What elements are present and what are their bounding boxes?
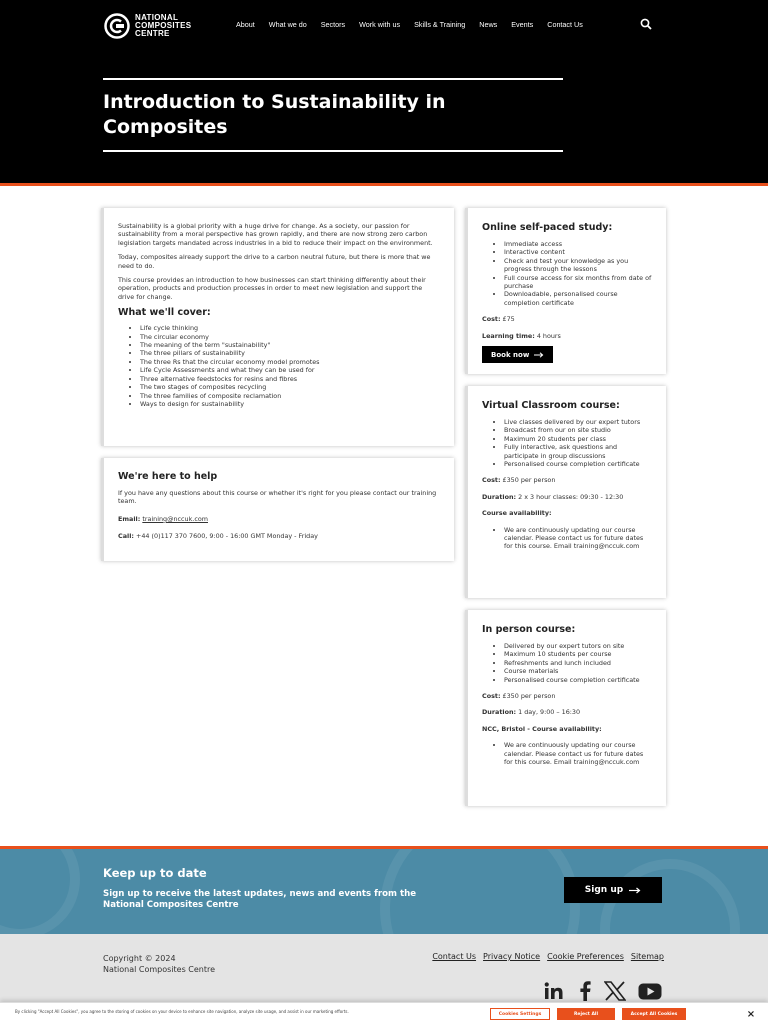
call-value: +44 (0)117 370 7600, 9:00 - 16:00 GMT Monday - Friday (136, 532, 318, 541)
cost-label: Cost: (482, 315, 501, 324)
list-item: • Delivered by our expert tutors on site (504, 642, 652, 650)
footer-links (432, 952, 664, 961)
cookie-consent-bar (0, 1002, 768, 1024)
cost-label: Cost: (482, 692, 501, 701)
social-links (544, 981, 662, 1001)
list-item: • Personalised course completion certificate (504, 460, 652, 468)
nav-work-with-us[interactable]: Work with us (359, 20, 401, 29)
list-item: • Live classes delivered by our expert tutors (504, 418, 652, 426)
intro-paragraph: Sustainability is a global priority with a huge drive for change. As a society, our passion for sustainability from a moral perspective has grown rapidly, and there are now strong zero carbon legislation targets mandated across industries in a bid to reduce their impact on the environment. (118, 222, 433, 247)
inperson-heading: In person course: (482, 624, 576, 635)
title-rule-bottom (103, 150, 563, 152)
duration-value: 2 x 3 hour classes: 09:30 - 12:30 (518, 492, 624, 501)
copyright (103, 953, 215, 975)
arrow-right-icon (534, 352, 544, 358)
linkedin-icon[interactable] (544, 982, 566, 1000)
search-icon[interactable] (640, 18, 652, 30)
list-item: • We are continuously updating our course calendar. Please contact us for future dates for this course. Email training@nccuk.com (504, 526, 652, 551)
list-item: • Fully interactive, ask questions and participate in group discussions (504, 443, 652, 460)
sign-up-label: Sign up (584, 885, 624, 895)
cover-heading: What we'll cover: (118, 307, 211, 319)
footer-link-cookies[interactable]: Cookie Preferences (547, 952, 624, 961)
reject-all-button[interactable]: Reject All (557, 1008, 615, 1020)
list-item: • Personalised course completion certificate (504, 676, 652, 684)
help-card (101, 458, 454, 561)
availability-list (482, 741, 652, 766)
list-item: • Interactive content (504, 248, 652, 256)
logo-line-3: CENTRE (135, 29, 170, 38)
intro-paragraph: Today, composites already support the drive to a carbon neutral future, but there is more that we need to do. (118, 253, 431, 270)
duration-value: 1 day, 9:00 – 16:30 (518, 708, 581, 717)
cost-value: £350 per person (502, 476, 556, 485)
cookie-text: By clicking "Accept All Cookies", you agree to the storing of cookies on your device to enhance site navigation, analyze site usage, and assist in our marketing efforts. (15, 1009, 349, 1014)
course-description-card (101, 208, 454, 446)
list-item: • The two stages of composites recycling (140, 383, 440, 391)
background-texture (0, 846, 80, 934)
list-item: • Course materials (504, 667, 652, 675)
org-name: National Composites Centre (103, 965, 216, 974)
learning-time-label: Learning time: (482, 331, 535, 340)
duration-label: Duration: (482, 492, 517, 501)
site-header (0, 0, 768, 186)
learning-time-value: 4 hours (536, 331, 561, 340)
nav-news[interactable]: News (479, 20, 498, 29)
list-item: • We are continuously updating our course calendar. Please contact us for future dates for this course. Email training@nccuk.com (504, 741, 652, 766)
main-nav (236, 20, 597, 29)
newsletter-band (0, 846, 768, 934)
close-icon[interactable]: × (746, 1008, 756, 1020)
availability-list (482, 526, 652, 551)
help-heading: We're here to help (118, 471, 218, 482)
signup-subtitle: Sign up to receive the latest updates, news and events from the National Composites Centre (103, 889, 417, 910)
nav-contact-us[interactable]: Contact Us (547, 20, 583, 29)
intro-paragraph: This course provides an introduction to how businesses can start thinking differently about their operation, products and production processes in order to meet new legislation and support the drive for change. (118, 276, 426, 301)
nav-about[interactable]: About (236, 20, 255, 29)
list-item: • Immediate access (504, 240, 652, 248)
youtube-icon[interactable] (638, 983, 662, 1000)
ncc-logo-icon (104, 13, 130, 39)
page-title: Introduction to Sustainability in Composites (103, 91, 446, 138)
online-course-card (465, 208, 666, 374)
nav-what-we-do[interactable]: What we do (268, 20, 307, 29)
list-item: • The meaning of the term "sustainability" (140, 341, 440, 349)
x-icon[interactable] (604, 981, 626, 1001)
logo-wordmark (135, 14, 191, 38)
virtual-course-card (465, 386, 666, 598)
accept-all-cookies-button[interactable]: Accept All Cookies (622, 1008, 686, 1020)
virtual-features-list (482, 418, 652, 468)
list-item: • Maximum 20 students per class (504, 435, 652, 443)
book-now-button[interactable] (482, 346, 553, 363)
duration-label: Duration: (482, 708, 517, 717)
ncc-logo[interactable] (104, 13, 191, 39)
nav-sectors[interactable]: Sectors (320, 20, 346, 29)
list-item: • Full course access for six months from date of purchase (504, 274, 652, 291)
logo-line-2: COMPOSITES (135, 21, 192, 30)
cost-value: £350 per person (502, 692, 556, 701)
list-item: • The three pillars of sustainability (140, 349, 440, 357)
help-text: If you have any questions about this course or whether it's right for you please contact our training team. (118, 489, 437, 506)
list-item: • The circular economy (140, 333, 440, 341)
availability-label: NCC, Bristol - Course availability: (482, 724, 602, 733)
list-item: • The three Rs that the circular economy model promotes (140, 358, 440, 366)
list-item: • Check and test your knowledge as you progress through the lessons (504, 257, 652, 274)
list-item: • The three families of composite reclamation (140, 392, 440, 400)
email-link[interactable]: training@nccuk.com (142, 514, 208, 523)
copyright-line: Copyright © 2024 (103, 954, 176, 963)
cost-label: Cost: (482, 476, 501, 485)
footer-link-contact[interactable]: Contact Us (432, 952, 477, 961)
virtual-heading: Virtual Classroom course: (482, 400, 620, 411)
cost-value: £75 (502, 315, 515, 324)
sign-up-button[interactable] (564, 877, 662, 903)
list-item: • Maximum 10 students per course (504, 650, 652, 658)
cookies-settings-button[interactable]: Cookies Settings (490, 1008, 550, 1020)
footer-link-sitemap[interactable]: Sitemap (630, 952, 664, 961)
availability-label: Course availability: (482, 509, 552, 518)
arrow-right-icon (629, 887, 641, 894)
call-label: Call: (118, 532, 134, 541)
online-features-list (482, 240, 652, 307)
nav-events[interactable]: Events (511, 20, 534, 29)
list-item: • Life Cycle Assessments and what they can be used for (140, 366, 440, 374)
list-item: • Broadcast from our on site studio (504, 426, 652, 434)
list-item: • Refreshments and lunch included (504, 659, 652, 667)
list-item: • Ways to design for sustainability (140, 400, 440, 408)
online-heading: Online self-paced study: (482, 222, 613, 233)
email-label: Email: (118, 514, 141, 523)
logo-line-1: NATIONAL (135, 13, 179, 22)
facebook-icon[interactable] (578, 981, 592, 1001)
list-item: • Life cycle thinking (140, 324, 440, 332)
cover-list (118, 324, 440, 408)
in-person-course-card (465, 610, 666, 806)
inperson-features-list (482, 642, 652, 684)
nav-skills-training[interactable]: Skills & Training (414, 20, 466, 29)
footer-link-privacy[interactable]: Privacy Notice (483, 952, 541, 961)
title-rule-top (103, 78, 563, 80)
list-item: • Downloadable, personalised course completion certificate (504, 290, 652, 307)
signup-title: Keep up to date (103, 866, 207, 880)
list-item: • Three alternative feedstocks for resins and fibres (140, 375, 440, 383)
book-now-label: Book now (491, 350, 530, 359)
